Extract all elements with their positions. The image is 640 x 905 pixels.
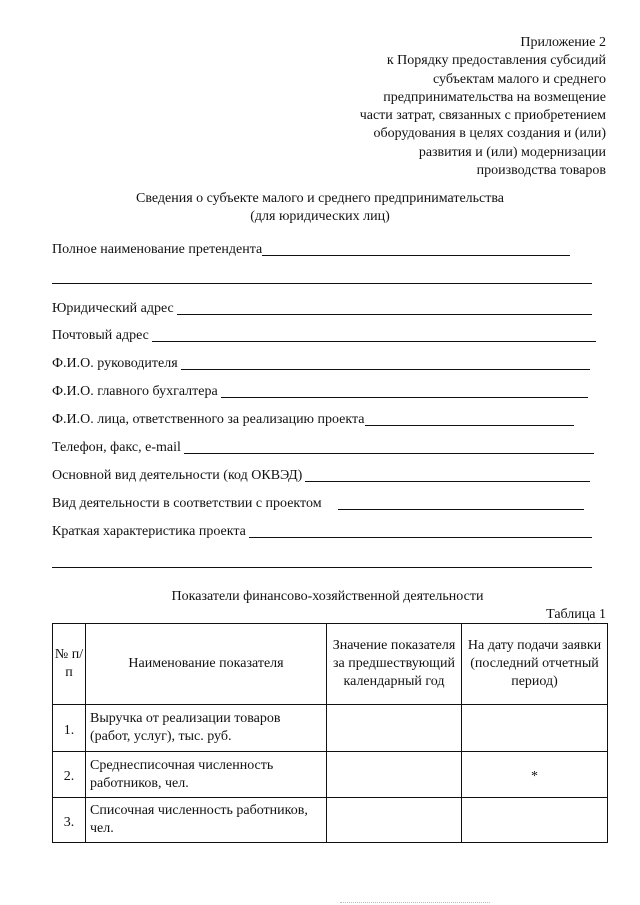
row-num: 1.: [53, 705, 86, 752]
table-header-row: [53, 624, 608, 705]
header-prev-year: Значение показателя за предшествующий календарный год: [327, 624, 462, 705]
legal-address-field[interactable]: [52, 299, 592, 317]
appendix-header: [306, 34, 606, 180]
row-prev-value[interactable]: [327, 705, 462, 752]
director-blank[interactable]: [181, 355, 590, 370]
postal-address-label: Почтовый адрес: [52, 328, 149, 343]
table-row: [53, 798, 608, 843]
row-current-value[interactable]: *: [462, 752, 608, 798]
project-activity-blank[interactable]: [338, 495, 584, 510]
appendix-line: части затрат, связанных с приобретением: [359, 108, 606, 124]
row-name: Списочная численность работников, чел.: [86, 798, 327, 843]
indicators-table: [52, 623, 608, 843]
project-summary-continuation-line[interactable]: [52, 567, 592, 568]
main-activity-blank[interactable]: [305, 467, 590, 482]
director-label: Ф.И.О. руководителя: [52, 356, 178, 371]
appendix-line: оборудования в целях создания и (или): [373, 126, 606, 142]
row-current-value[interactable]: [462, 798, 608, 843]
row-num: 2.: [53, 752, 86, 798]
contacts-field[interactable]: [52, 438, 594, 456]
director-field[interactable]: [52, 354, 590, 372]
contacts-blank[interactable]: [184, 439, 594, 454]
row-prev-value[interactable]: [327, 798, 462, 843]
project-summary-field[interactable]: [52, 522, 592, 540]
appendix-line: развития и (или) модернизации: [418, 144, 606, 160]
appendix-line: Приложение 2: [520, 35, 606, 50]
row-prev-value[interactable]: [327, 752, 462, 798]
row-name: Выручка от реализации товаров (работ, услуг), тыс. руб.: [86, 705, 327, 752]
table-row: [53, 705, 608, 752]
header-num: № п/п: [53, 624, 86, 705]
full-name-field[interactable]: [52, 240, 570, 258]
appendix-line: производства товаров: [476, 163, 606, 179]
full-name-continuation-line[interactable]: [52, 283, 592, 284]
legal-address-label: Юридический адрес: [52, 301, 174, 316]
chief-accountant-blank[interactable]: [221, 383, 588, 398]
row-name: Среднесписочная численность работников, чел.: [86, 752, 327, 798]
main-activity-field[interactable]: [52, 466, 590, 484]
chief-accountant-label: Ф.И.О. главного бухгалтера: [52, 384, 218, 399]
header-current: На дату подачи заявки (последний отчетный период): [462, 624, 608, 705]
section-title: Показатели финансово-хозяйственной деятельности: [171, 589, 484, 604]
appendix-line: предпринимательства на возмещение: [383, 89, 606, 105]
project-responsible-blank[interactable]: [365, 411, 574, 426]
document-title: [0, 190, 640, 226]
project-summary-label: Краткая характеристика проекта: [52, 524, 246, 539]
project-summary-blank[interactable]: [249, 523, 592, 538]
row-num: 3.: [53, 798, 86, 843]
contacts-label: Телефон, факс, e-mail: [52, 440, 181, 455]
row-current-value[interactable]: [462, 705, 608, 752]
full-name-label: Полное наименование претендента: [52, 242, 263, 257]
appendix-line: к Порядку предоставления субсидий: [386, 53, 606, 69]
header-name: Наименование показателя: [86, 624, 327, 705]
document-title-line1: Сведения о субъекте малого и среднего предпринимательства: [135, 191, 505, 206]
table-label: Таблица 1: [546, 607, 606, 622]
document-title-line2: (для юридических лиц): [250, 209, 390, 224]
appendix-line: субъектам малого и среднего: [433, 71, 606, 87]
project-activity-label: Вид деятельности в соответствии с проектом: [52, 496, 322, 511]
scan-artifact: [340, 901, 490, 903]
project-activity-field[interactable]: [52, 494, 584, 512]
project-responsible-label: Ф.И.О. лица, ответственного за реализацию проекта: [52, 412, 365, 427]
full-name-blank[interactable]: [262, 241, 570, 256]
table-row: [53, 752, 608, 798]
postal-address-blank[interactable]: [152, 327, 596, 342]
project-responsible-field[interactable]: [52, 410, 574, 428]
main-activity-label: Основной вид деятельности (код ОКВЭД): [52, 468, 303, 483]
legal-address-blank[interactable]: [177, 300, 592, 315]
postal-address-field[interactable]: [52, 326, 596, 344]
chief-accountant-field[interactable]: [52, 382, 588, 400]
